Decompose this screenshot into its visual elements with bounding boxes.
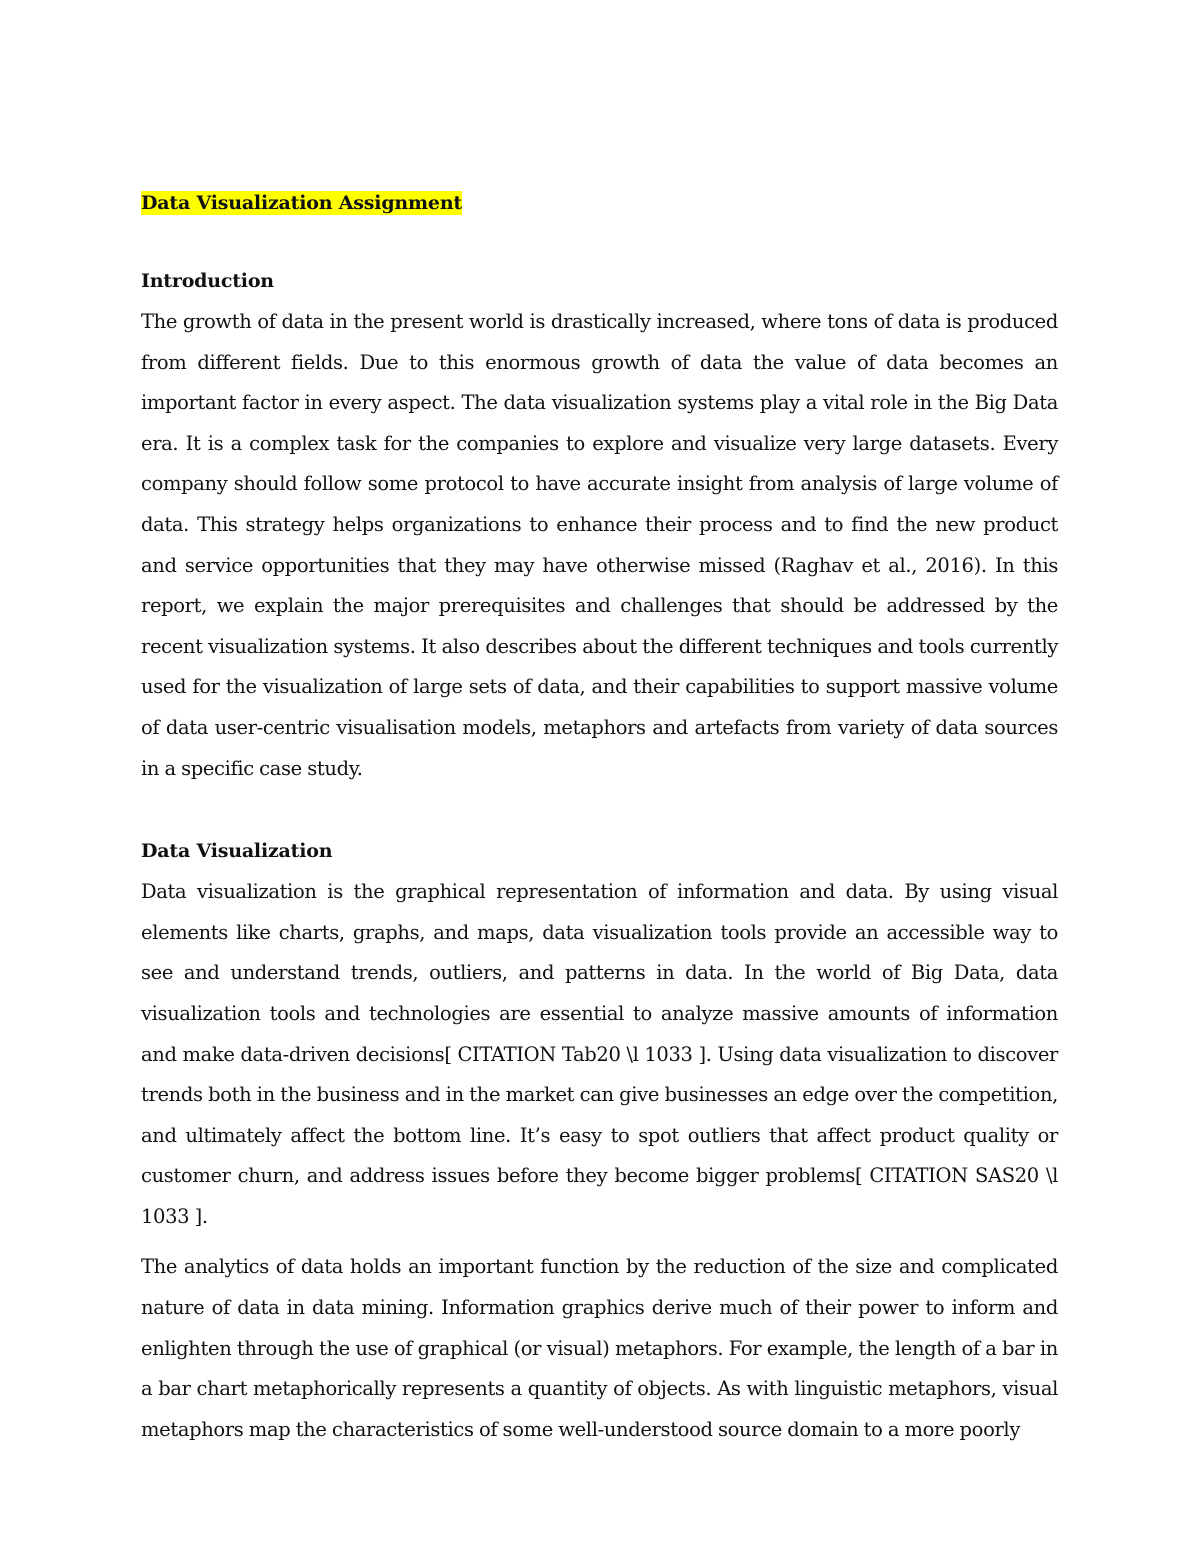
title-highlight: Data Visualization Assignment — [141, 192, 463, 214]
document-body — [141, 186, 1058, 1450]
section-data-visualization — [141, 836, 1058, 1450]
data-visualization-paragraph-1: Data visualization is the graphical representation of information and data. By using visual elements like charts, graphs, and maps, data visualization tools provide an accessible way to see and understand trends, outliers, and patterns in data. In the world of Big Data, data visualization tools and technologies are essential to analyze massive amounts of information and make data-driven decisions[ CITATION Tab20 \l 1033 ]. Using data visualization to discover trends both in the business and in the market can give businesses an edge over the competition, and ultimately affect the bottom line. It’s easy to spot outliers that affect product quality or customer churn, and address issues before they become bigger problems[ CITATION SAS20 \l 1033 ]. — [141, 880, 1058, 1228]
document-title — [141, 186, 1058, 220]
introduction-paragraph: The growth of data in the present world is drastically increased, where tons of data is produced from different fields. Due to this enormous growth of data the value of data becomes an important factor in every aspect. The data visualization systems play a vital role in the Big Data era. It is a complex task for the companies to explore and visualize very large datasets. Every company should follow some protocol to have accurate insight from analysis of large volume of data. This strategy helps organizations to enhance their process and to find the new product and service opportunities that they may have otherwise missed (Raghav et al., 2016). In this report, we explain the major prerequisites and challenges that should be addressed by the recent visualization systems. It also describes about the different techniques and tools currently used for the visualization of large sets of data, and their capabilities to support massive volume of data user-centric visualisation models, metaphors and artefacts from variety of data sources in a specific case study. — [141, 310, 1058, 780]
section-heading-data-visualization: Data Visualization — [141, 840, 333, 863]
section-heading-introduction: Introduction — [141, 270, 274, 292]
section-introduction — [141, 266, 1058, 789]
data-visualization-paragraph-2: The analytics of data holds an important function by the reduction of the size and complicated nature of data in data mining. Information graphics derive much of their power to inform and enlighten through the use of graphical (or visual) metaphors. For example, the length of a bar in a bar chart metaphorically represents a quantity of objects. As with linguistic metaphors, visual metaphors map the characteristics of some well-understood source domain to a more poorly — [141, 1255, 1058, 1441]
